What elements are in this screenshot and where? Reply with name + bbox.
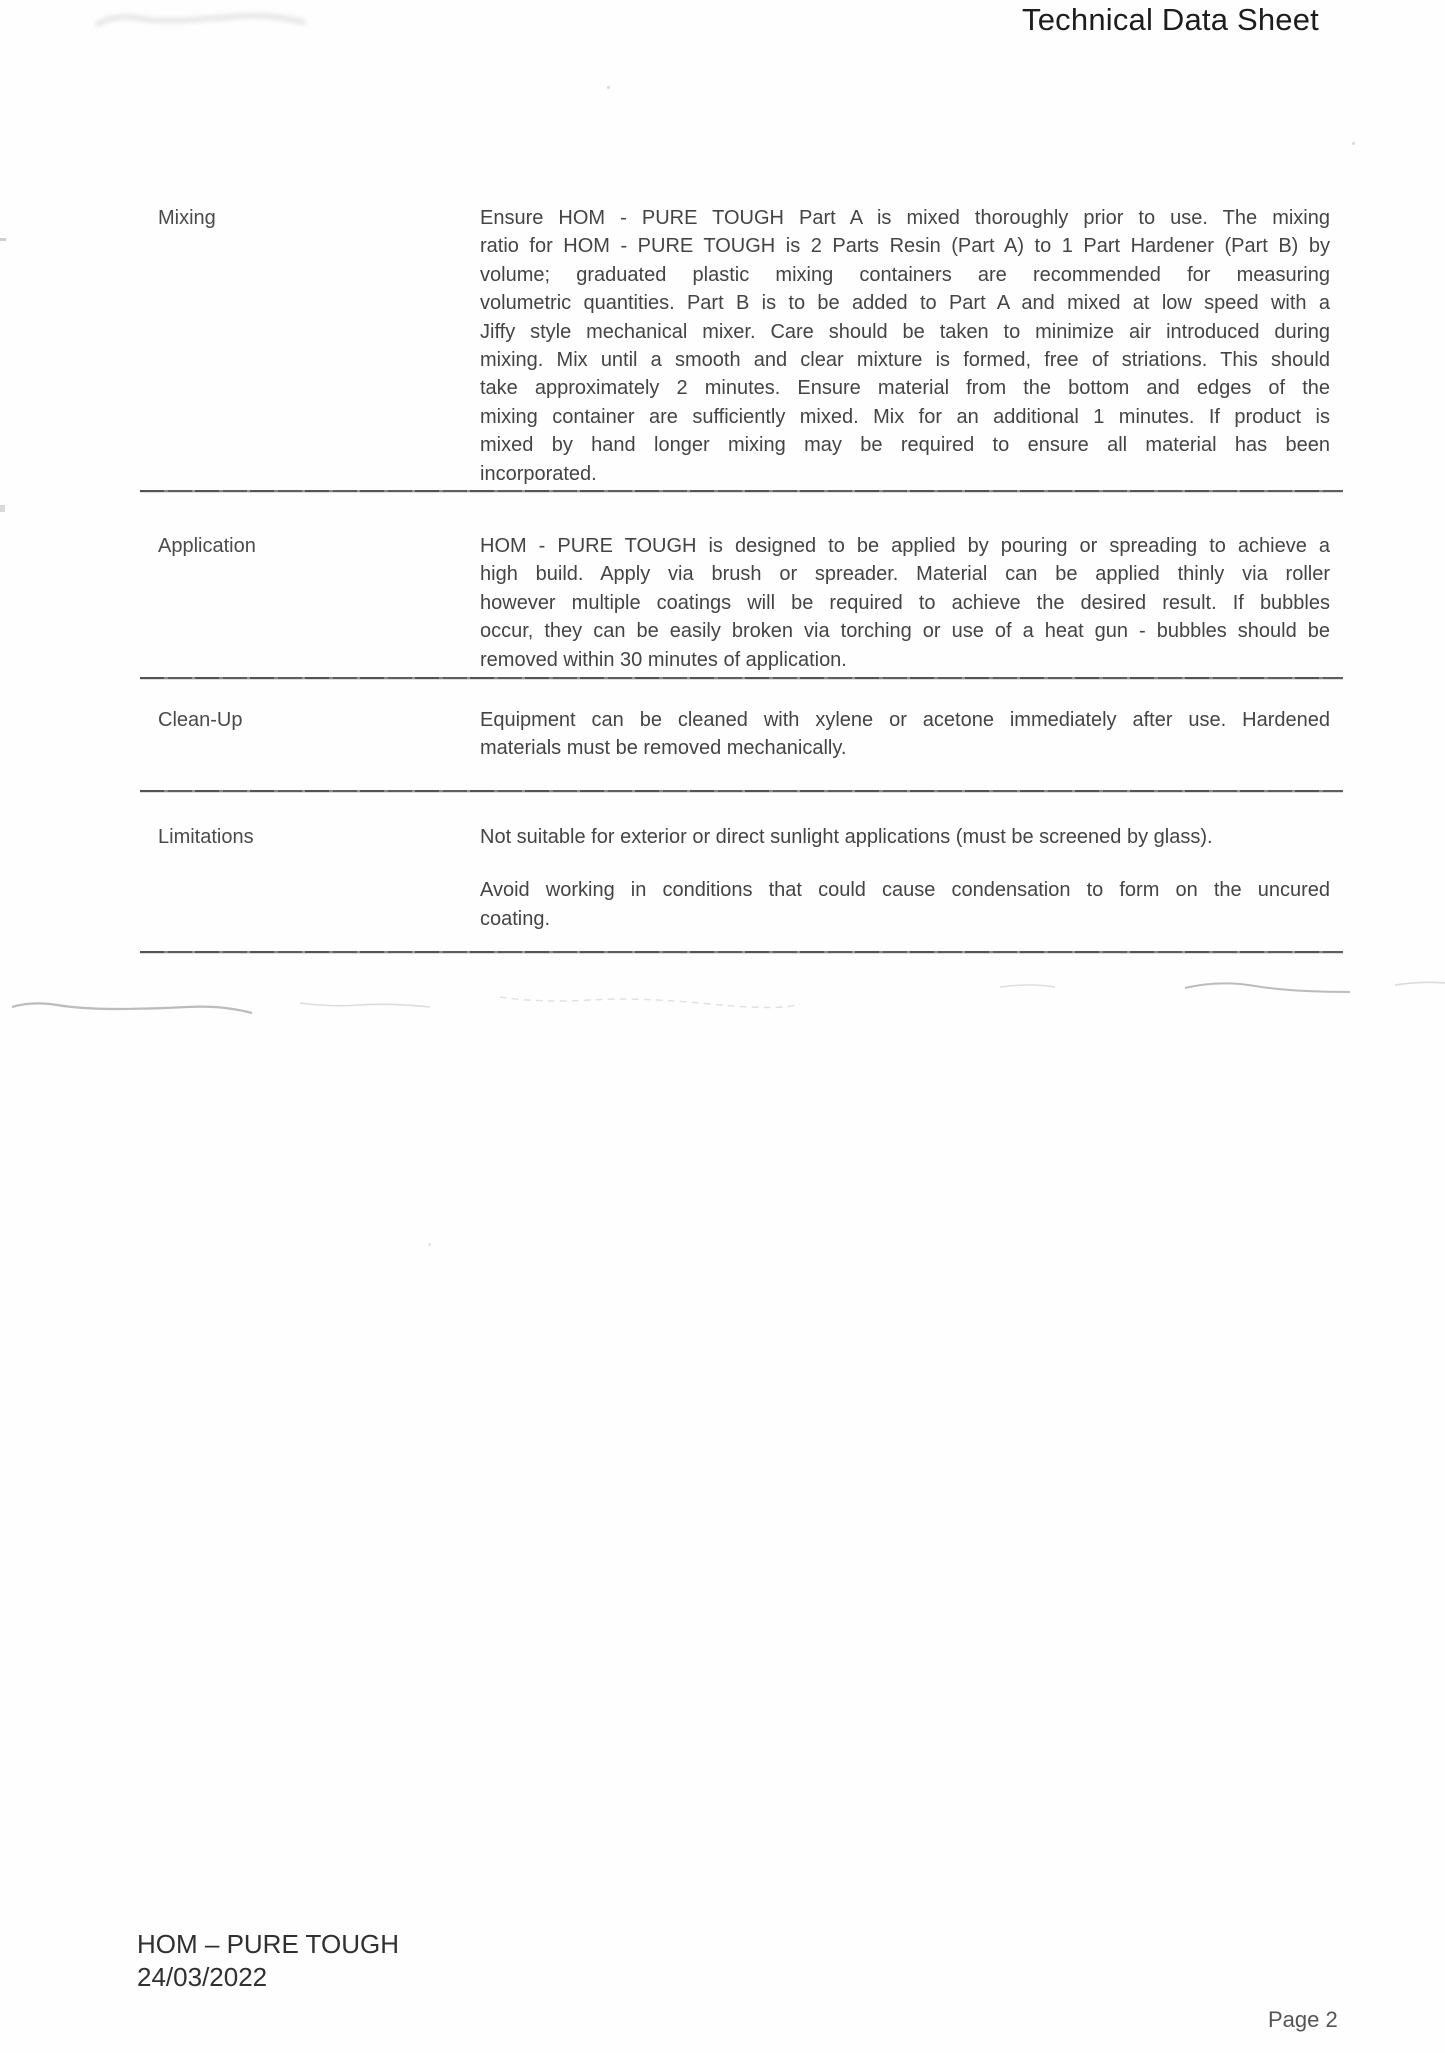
scan-bleed-artifact [90, 2, 350, 38]
text-line: ratio for HOM - PURE TOUGH is 2 Parts Resin (Part A) to 1 Part Hardener (Part B) by [480, 235, 1330, 258]
scan-speck-artifact [1352, 142, 1355, 145]
section-label: Limitations [158, 826, 254, 848]
text-line: take approximately 2 minutes. Ensure material from the bottom and edges of the [480, 377, 1330, 400]
page-number: Page 2 [1268, 2007, 1338, 2032]
section-body [480, 204, 1330, 488]
section-divider [140, 490, 1343, 492]
section-body [480, 706, 1330, 763]
text-line: mixing container are sufficiently mixed. Mix for an additional 1 minutes. If product is [480, 405, 1330, 428]
text-line: coating. [480, 907, 551, 930]
footer [137, 1928, 399, 1994]
scan-speck-artifact [428, 1243, 431, 1246]
paragraph [480, 823, 1330, 851]
section-label: Clean-Up [158, 709, 243, 731]
text-line: volume; graduated plastic mixing containers are recommended for measuring [480, 263, 1330, 286]
text-line: occur, they can be easily broken via torching or use of a heat gun - bubbles should be [480, 620, 1330, 643]
text-line: however multiple coatings will be required to achieve the desired result. If bubbles [480, 591, 1330, 614]
text-line: Equipment can be cleaned with xylene or acetone immediately after use. Hardened [480, 709, 1330, 731]
page-title: Technical Data Sheet [1022, 2, 1319, 37]
text-line: Not suitable for exterior or direct sunlight applications (must be screened by glass). [480, 826, 1213, 848]
section-body [480, 532, 1330, 674]
section-mixing [158, 204, 1330, 488]
text-line: high build. Apply via brush or spreader. Material can be applied thinly via roller [480, 563, 1330, 586]
text-line: incorporated. [480, 462, 597, 485]
section-divider [140, 790, 1343, 792]
text-line: Ensure HOM - PURE TOUGH Part A is mixed thoroughly prior to use. The mixing [480, 207, 1330, 229]
scan-speck-artifact [607, 86, 610, 89]
text-line: mixed by hand longer mixing may be required to ensure all material has been [480, 434, 1330, 457]
section-label: Mixing [158, 207, 216, 229]
scan-squiggle-artifact [0, 975, 1445, 1055]
paragraph [480, 204, 1330, 488]
footer-date: 24/03/2022 [137, 1962, 268, 1992]
text-line: removed within 30 minutes of application. [480, 648, 847, 671]
text-line: HOM - PURE TOUGH is designed to be applied by pouring or spreading to achieve a [480, 535, 1330, 557]
section-label: Application [158, 535, 256, 557]
section-body [480, 823, 1330, 933]
section-divider [140, 677, 1343, 679]
section-application [158, 532, 1330, 674]
scan-edge-artifact [0, 238, 6, 241]
section-limitations [158, 823, 1330, 933]
text-line: Avoid working in conditions that could cause condensation to form on the uncured [480, 879, 1330, 902]
text-line: volumetric quantities. Part B is to be added to Part A and mixed at low speed with a [480, 292, 1330, 315]
scan-edge-artifact [0, 505, 5, 512]
paragraph [480, 706, 1330, 763]
paragraph [480, 876, 1330, 933]
paragraph [480, 532, 1330, 674]
section-divider [140, 951, 1343, 953]
section-clean-up [158, 706, 1330, 763]
text-line: materials must be removed mechanically. [480, 737, 847, 760]
footer-product-name: HOM – PURE TOUGH [137, 1929, 399, 1959]
text-line: mixing. Mix until a smooth and clear mixture is formed, free of striations. This should [480, 349, 1330, 372]
text-line: Jiffy style mechanical mixer. Care should be taken to minimize air introduced during [480, 320, 1330, 343]
